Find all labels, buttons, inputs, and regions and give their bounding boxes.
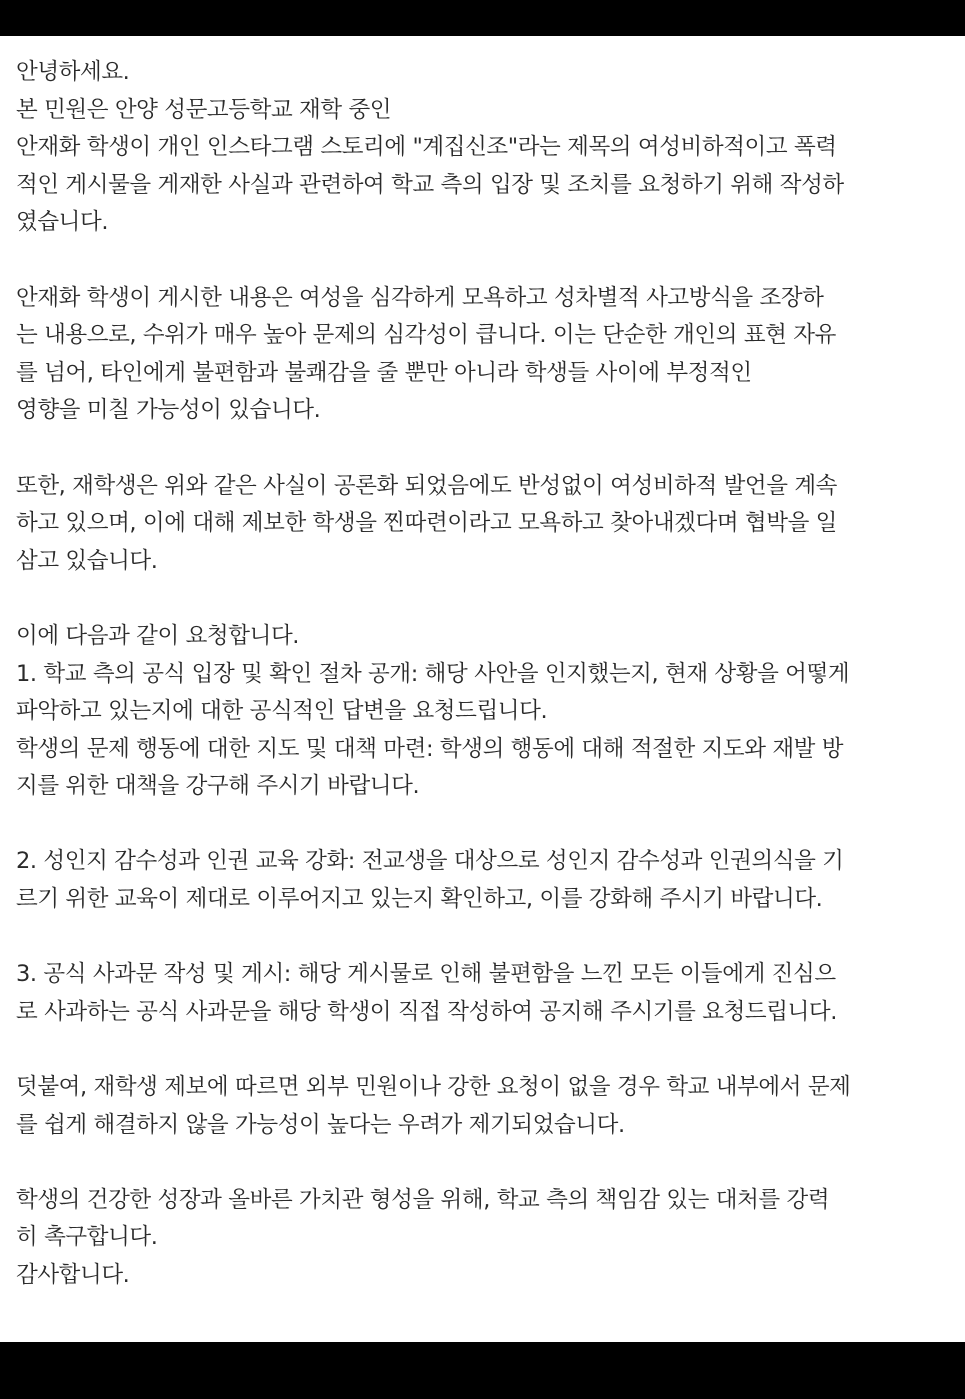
bottom-black-bar	[0, 1342, 965, 1399]
text-line: 안녕하세요.	[16, 59, 130, 85]
text-line: 를 넘어, 타인에게 불편함과 불쾌감을 줄 뿐만 아니라 학생들 사이에 부정적인	[16, 359, 752, 386]
content-paragraph	[16, 280, 935, 430]
followup-paragraph	[16, 468, 935, 581]
top-black-bar	[0, 0, 965, 36]
paragraph-gap	[16, 430, 935, 468]
paragraph-gap	[16, 580, 935, 618]
text-line: 히 촉구합니다.	[16, 1224, 158, 1251]
text-line: 또한, 재학생은 위와 같은 사실이 공론화 되었음에도 반성없이 여성비하적 발언을 계속	[16, 472, 837, 499]
text-line: 2. 성인지 감수성과 인권 교육 강화: 전교생을 대상으로 성인지 감수성과 인권의식을 기	[16, 848, 844, 875]
text-line: 삼고 있습니다.	[16, 547, 158, 574]
paragraph-gap	[16, 1031, 935, 1069]
paragraph-gap	[16, 919, 935, 957]
text-line: 덧붙여, 재학생 제보에 따르면 외부 민원이나 강한 요청이 없을 경우 학교 내부에서 문제	[16, 1074, 851, 1101]
text-line: 감사합니다.	[16, 1262, 130, 1288]
text-line: 학생의 문제 행동에 대한 지도 및 대책 마련: 학생의 행동에 대해 적절한 지도와 재발 방	[16, 735, 844, 762]
closing-paragraph	[16, 1182, 935, 1295]
text-line: 3. 공식 사과문 작성 및 게시: 해당 게시물로 인해 불편함을 느낀 모든 이들에게 진심으	[16, 961, 836, 988]
text-line: 르기 위한 교육이 제대로 이루어지고 있는지 확인하고, 이를 강화해 주시기 바랍니다.	[16, 886, 823, 913]
request-item-3	[16, 956, 935, 1031]
text-line: 로 사과하는 공식 사과문을 해당 학생이 직접 작성하여 공지해 주시기를 요청드립니다.	[16, 998, 837, 1025]
text-line: 였습니다.	[16, 209, 109, 236]
text-line: 안재화 학생이 개인 인스타그램 스토리에 "계집신조"라는 제목의 여성비하적이고 폭력	[16, 134, 837, 161]
text-line: 이에 다음과 같이 요청합니다.	[16, 622, 300, 649]
addendum-paragraph	[16, 1069, 935, 1144]
text-line: 를 쉽게 해결하지 않을 가능성이 높다는 우려가 제기되었습니다.	[16, 1111, 625, 1138]
text-line: 는 내용으로, 수위가 매우 높아 문제의 심각성이 큽니다. 이는 단순한 개인의 표현 자유	[16, 322, 836, 349]
letter-document	[0, 36, 965, 1342]
text-line: 파악하고 있는지에 대한 공식적인 답변을 요청드립니다.	[16, 698, 548, 725]
text-line: 안재화 학생이 게시한 내용은 여성을 심각하게 모욕하고 성차별적 사고방식을 조장하	[16, 284, 824, 311]
text-line: 본 민원은 안양 성문고등학교 재학 중인	[16, 96, 392, 123]
paragraph-gap	[16, 242, 935, 280]
text-line: 지를 위한 대책을 강구해 주시기 바랍니다.	[16, 773, 420, 800]
text-line: 학생의 건강한 성장과 올바른 가치관 형성을 위해, 학교 측의 책임감 있는 대처를 강력	[16, 1186, 830, 1213]
text-line: 영향을 미칠 가능성이 있습니다.	[16, 397, 321, 424]
paragraph-gap	[16, 806, 935, 844]
request-paragraph	[16, 618, 935, 806]
text-line: 적인 게시물을 게재한 사실과 관련하여 학교 측의 입장 및 조치를 요청하기 위해 작성하	[16, 171, 844, 198]
text-line: 1. 학교 측의 공식 입장 및 확인 절차 공개: 해당 사안을 인지했는지, 현재 상황을 어떻게	[16, 660, 850, 687]
text-line: 하고 있으며, 이에 대해 제보한 학생을 찐따련이라고 모욕하고 찾아내겠다며 협박을 일	[16, 510, 837, 537]
greeting-paragraph	[16, 54, 935, 242]
paragraph-gap	[16, 1144, 935, 1182]
request-item-2	[16, 843, 935, 918]
